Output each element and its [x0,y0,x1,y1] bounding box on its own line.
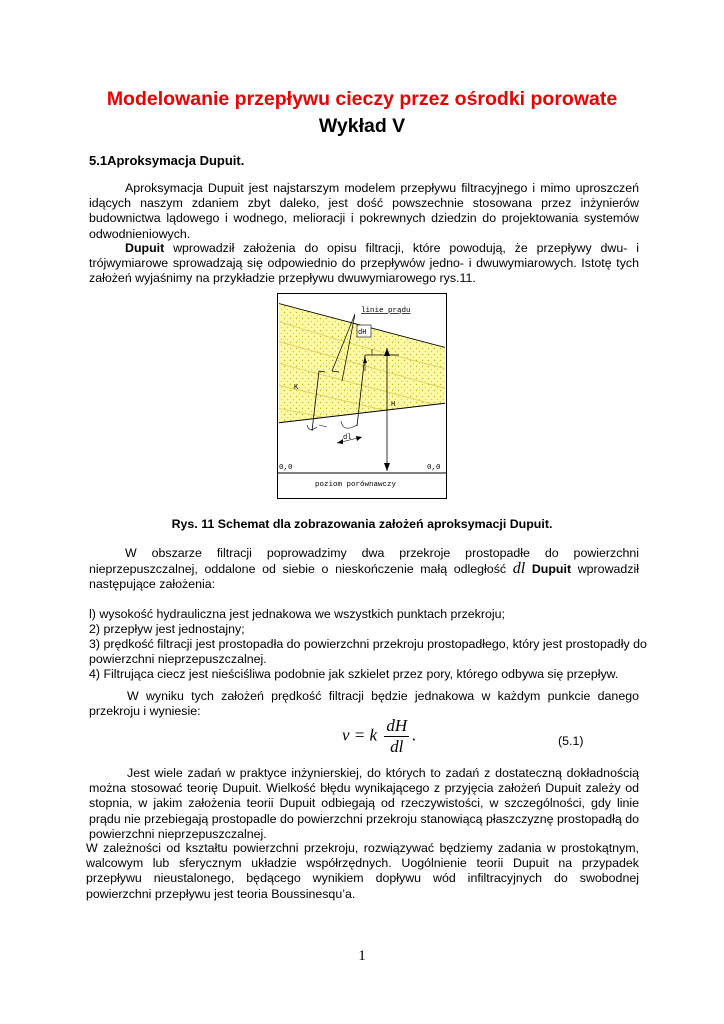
dl-symbol: dl [512,560,526,578]
assumptions-list [89,607,649,682]
assumption-item: l) wysokość hydrauliczna jest jednakowa we wszystkich punktach przekroju; [89,607,505,621]
dupuit-name: Dupuit [125,241,165,255]
sections-text-1: W obszarze filtracji poprowadzimy dwa przekroje prostopadłe do powierzchni nieprzepuszczalnej, oddalone od siebie o nieskończenie małą odległość [89,546,639,577]
dH-label: dH [358,329,367,337]
assumption-item: 4) Filtrująca ciecz jest nieściśliwa podobnie jak szkielet przez pory, którego odbywa się przepływ. [89,667,619,681]
dupuit-name-2: Dupuit [531,562,572,577]
assumption-item: 3) prędkość filtracji jest prostopadła do powierzchni przekroju prostopadłego, który jest prostopadły do powierzchni nieprzepuszczalnej. [89,637,647,666]
formula-end: . [412,725,417,745]
lecture-subtitle: Wykład V [318,115,406,137]
assumption-item: 2) przepływ jest jednostajny; [89,622,245,636]
formula-5-1 [342,716,416,757]
figure-11 [277,293,449,506]
origin-left-label: 0,0 [279,464,293,472]
flow-schematic [277,293,449,501]
intro-paragraph: Aproksymacja Dupuit jest najstarszym modelem przepływu filtracyjnego i mimo uproszczeń idących naszym zdaniem zbyt daleko, jest dość powszechnie stosowana przez inżynierów budownictwa lądowego i wodnego, melioracji i pokrewnych dziedzin do projektowania systemów odwodnieniowych. [89,181,639,241]
result-paragraph: W wyniku tych założeń prędkość filtracji będzie jednakowa w każdym punkcie danego przekroju i wyniesie: [89,689,639,719]
page-number: 1 [358,948,366,964]
sections-paragraph [89,546,639,593]
dupuit-paragraph [89,241,639,287]
section-heading: 5.1Aproksymacja Dupuit. [89,153,245,168]
formula-numerator: dH [386,716,408,735]
document-title: Modelowanie przepływu cieczy przez ośrodki porowate [106,88,618,110]
closing-paragraph-1: Jest wiele zadań w praktyce inżynierskiej, do których to zadań z dostateczną dokładnością można stosować teorię Dupuit. Wielkość błędu wynikającego z przyjęcia założeń Dupuit zależy od stopnia, w jakim założenia teorii Dupuit odbiegają od rzeczywistości, w szczególności, gdy linie prądu nie przebiegają prostopadle do powierzchni przekroju stanowiącą płaszczyznę prostopadłą do powierzchni nieprzepuszczalnej. [89,766,639,841]
sections-text-2: wprowadził następujące założenia: [89,562,640,592]
k-label: K [294,384,299,392]
formula-fraction [384,716,409,757]
dupuit-paragraph-text: wprowadził założenia do opisu filtracji, które powodują, że przepływy dwu- i trójwymiarowe sprowadzają się odpowiednio do przepływów jedno- i dwuwymiarowych. Istotę tych założeń wyjaśnimy na przykładzie przepływu dwuwymiarowego rys.11. [89,241,639,286]
H-label: H [391,401,396,409]
formula-lhs: v = k [342,725,378,745]
closing-paragraph-2: W zależności od kształtu powierzchni przekroju, rozwiązywać będziemy zadania w prostokątnym, walcowym lub sferycznym układzie współrzędnych. Uogólnienie teorii Dupuit na przypadek przepływu nieustalonego, będącego wynikiem dopływu wód infiltracyjnych do swobodnej powierzchni przepływu jest teoria Boussinesqu’a. [86,841,639,901]
figure-caption: Rys. 11 Schemat dla zobrazowania założeń aproksymacji Dupuit. [171,517,553,531]
flow-lines-label: linie prądu [361,307,411,315]
equation-number: (5.1) [558,734,584,748]
origin-right-label: 0,0 [427,464,441,472]
dl-label: dl [343,434,352,442]
datum-label: poziom porównawczy [315,481,397,489]
formula-denominator: dl [390,737,404,756]
